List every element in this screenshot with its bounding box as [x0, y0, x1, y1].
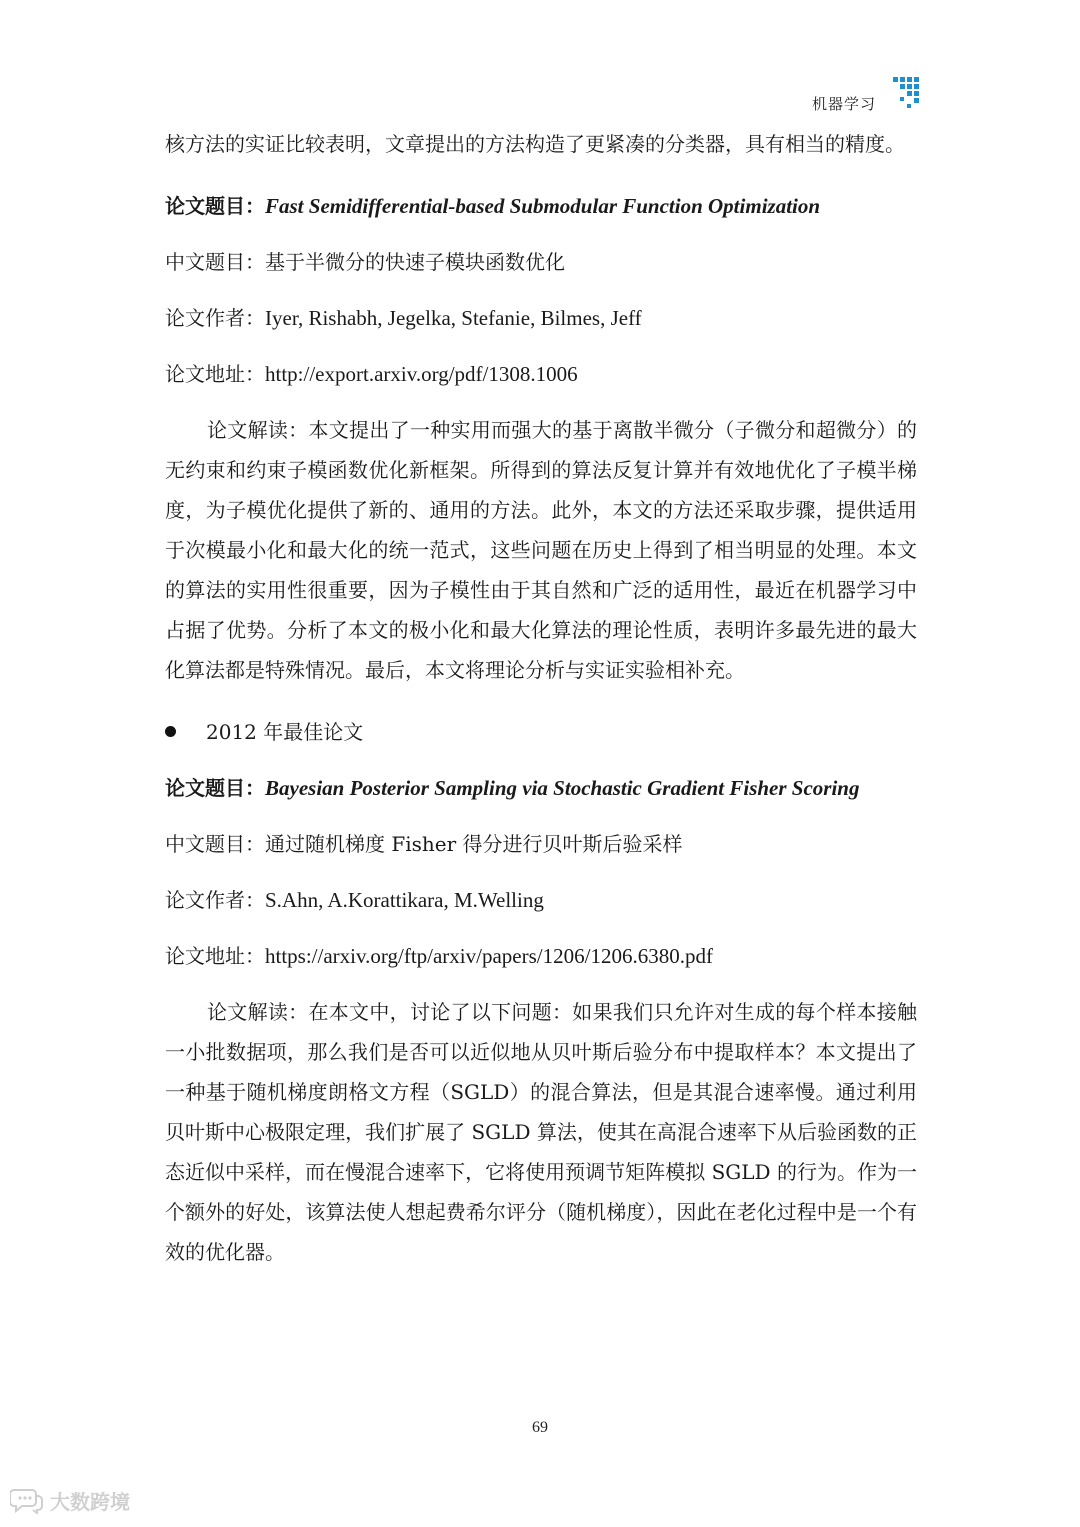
paper2-cn-title-label: 中文题目：	[165, 832, 265, 856]
section-label: 机器学习	[812, 95, 877, 113]
paper1-cn-title: 基于半微分的快速子模块函数优化	[265, 250, 565, 274]
watermark	[10, 1483, 130, 1517]
paper1-url-row	[165, 354, 917, 394]
watermark-text: 大数跨境	[50, 1489, 130, 1514]
paper1-cn-title-row	[165, 242, 917, 282]
paper2-summary: 论文解读：在本文中，讨论了以下问题：如果我们只允许对生成的每个样本接触一小批数据项，那么我们是否可以近似地从贝叶斯后验分布中提取样本？本文提出了一种基于随机梯度朗格文方程（SGLD）的混合算法，但是其混合速率慢。通过利用贝叶斯中心极限定理，我们扩展了 SGLD 算法，使其在高混合速率下从后验函数的正态近似中采样，而在慢混合速率下，它将使用预调节矩阵模拟 SGLD 的行为。作为一个额外的好处，该算法使人想起费希尔评分（随机梯度），因此在老化过程中是一个有效的优化器。	[165, 1000, 917, 1264]
section-heading-row	[165, 712, 917, 752]
paper2-authors-row	[165, 880, 917, 920]
paper1-authors: Iyer, Rishabh, Jegelka, Stefanie, Bilmes, Jeff	[265, 306, 642, 330]
paper1-url-label: 论文地址：	[165, 362, 265, 386]
paper2-url-row	[165, 936, 917, 976]
paper1-summary: 论文解读：本文提出了一种实用而强大的基于离散半微分（子微分和超微分）的无约束和约束子模函数优化新框架。所得到的算法反复计算并有效地优化了子模半梯度，为子模优化提供了新的、通用的方法。此外，本文的方法还采取步骤，提供适用于次模最小化和最大化的统一范式，这些问题在历史上得到了相当明显的处理。本文的算法的实用性很重要，因为子模性由于其自然和广泛的适用性，最近在机器学习中占据了优势。分析了本文的极小化和最大化算法的理论性质，表明许多最先进的最大化算法都是特殊情况。最后，本文将理论分析与实证实验相补充。	[165, 418, 917, 682]
paper2-url-label: 论文地址：	[165, 944, 265, 968]
document-body	[165, 124, 917, 1272]
paper1-title-label: 论文题目：	[165, 194, 265, 218]
chat-bubble-icon	[10, 1486, 44, 1514]
bullet-dot-icon	[165, 726, 176, 737]
paper2-authors: S.Ahn, A.Korattikara, M.Welling	[265, 888, 544, 912]
paper1-title: Fast Semidifferential-based Submodular Function Optimization	[265, 194, 821, 218]
paper2-url-link[interactable]: https://arxiv.org/ftp/arxiv/papers/1206/1206.6380.pdf	[265, 944, 713, 968]
paper2-authors-label: 论文作者：	[165, 888, 265, 912]
paper1-cn-title-label: 中文题目：	[165, 250, 265, 274]
paper2-title-row	[165, 768, 917, 808]
paper2-title-label: 论文题目：	[165, 776, 265, 800]
paper2-cn-title-row	[165, 824, 917, 864]
paper1-authors-row	[165, 298, 917, 338]
intro-paragraph: 核方法的实证比较表明，文章提出的方法构造了更紧凑的分类器，具有相当的精度。	[165, 132, 905, 156]
page-number: 69	[532, 1419, 548, 1436]
paper1-url-link[interactable]: http://export.arxiv.org/pdf/1308.1006	[265, 362, 578, 386]
paper2-title: Bayesian Posterior Sampling via Stochastic Gradient Fisher Scoring	[265, 776, 860, 800]
section-heading: 2012 年最佳论文	[206, 720, 364, 744]
paper2-cn-title: 通过随机梯度 Fisher 得分进行贝叶斯后验采样	[265, 832, 683, 856]
pixel-grid-logo-icon	[893, 77, 919, 109]
paper1-authors-label: 论文作者：	[165, 306, 265, 330]
paper1-title-row	[165, 186, 917, 226]
